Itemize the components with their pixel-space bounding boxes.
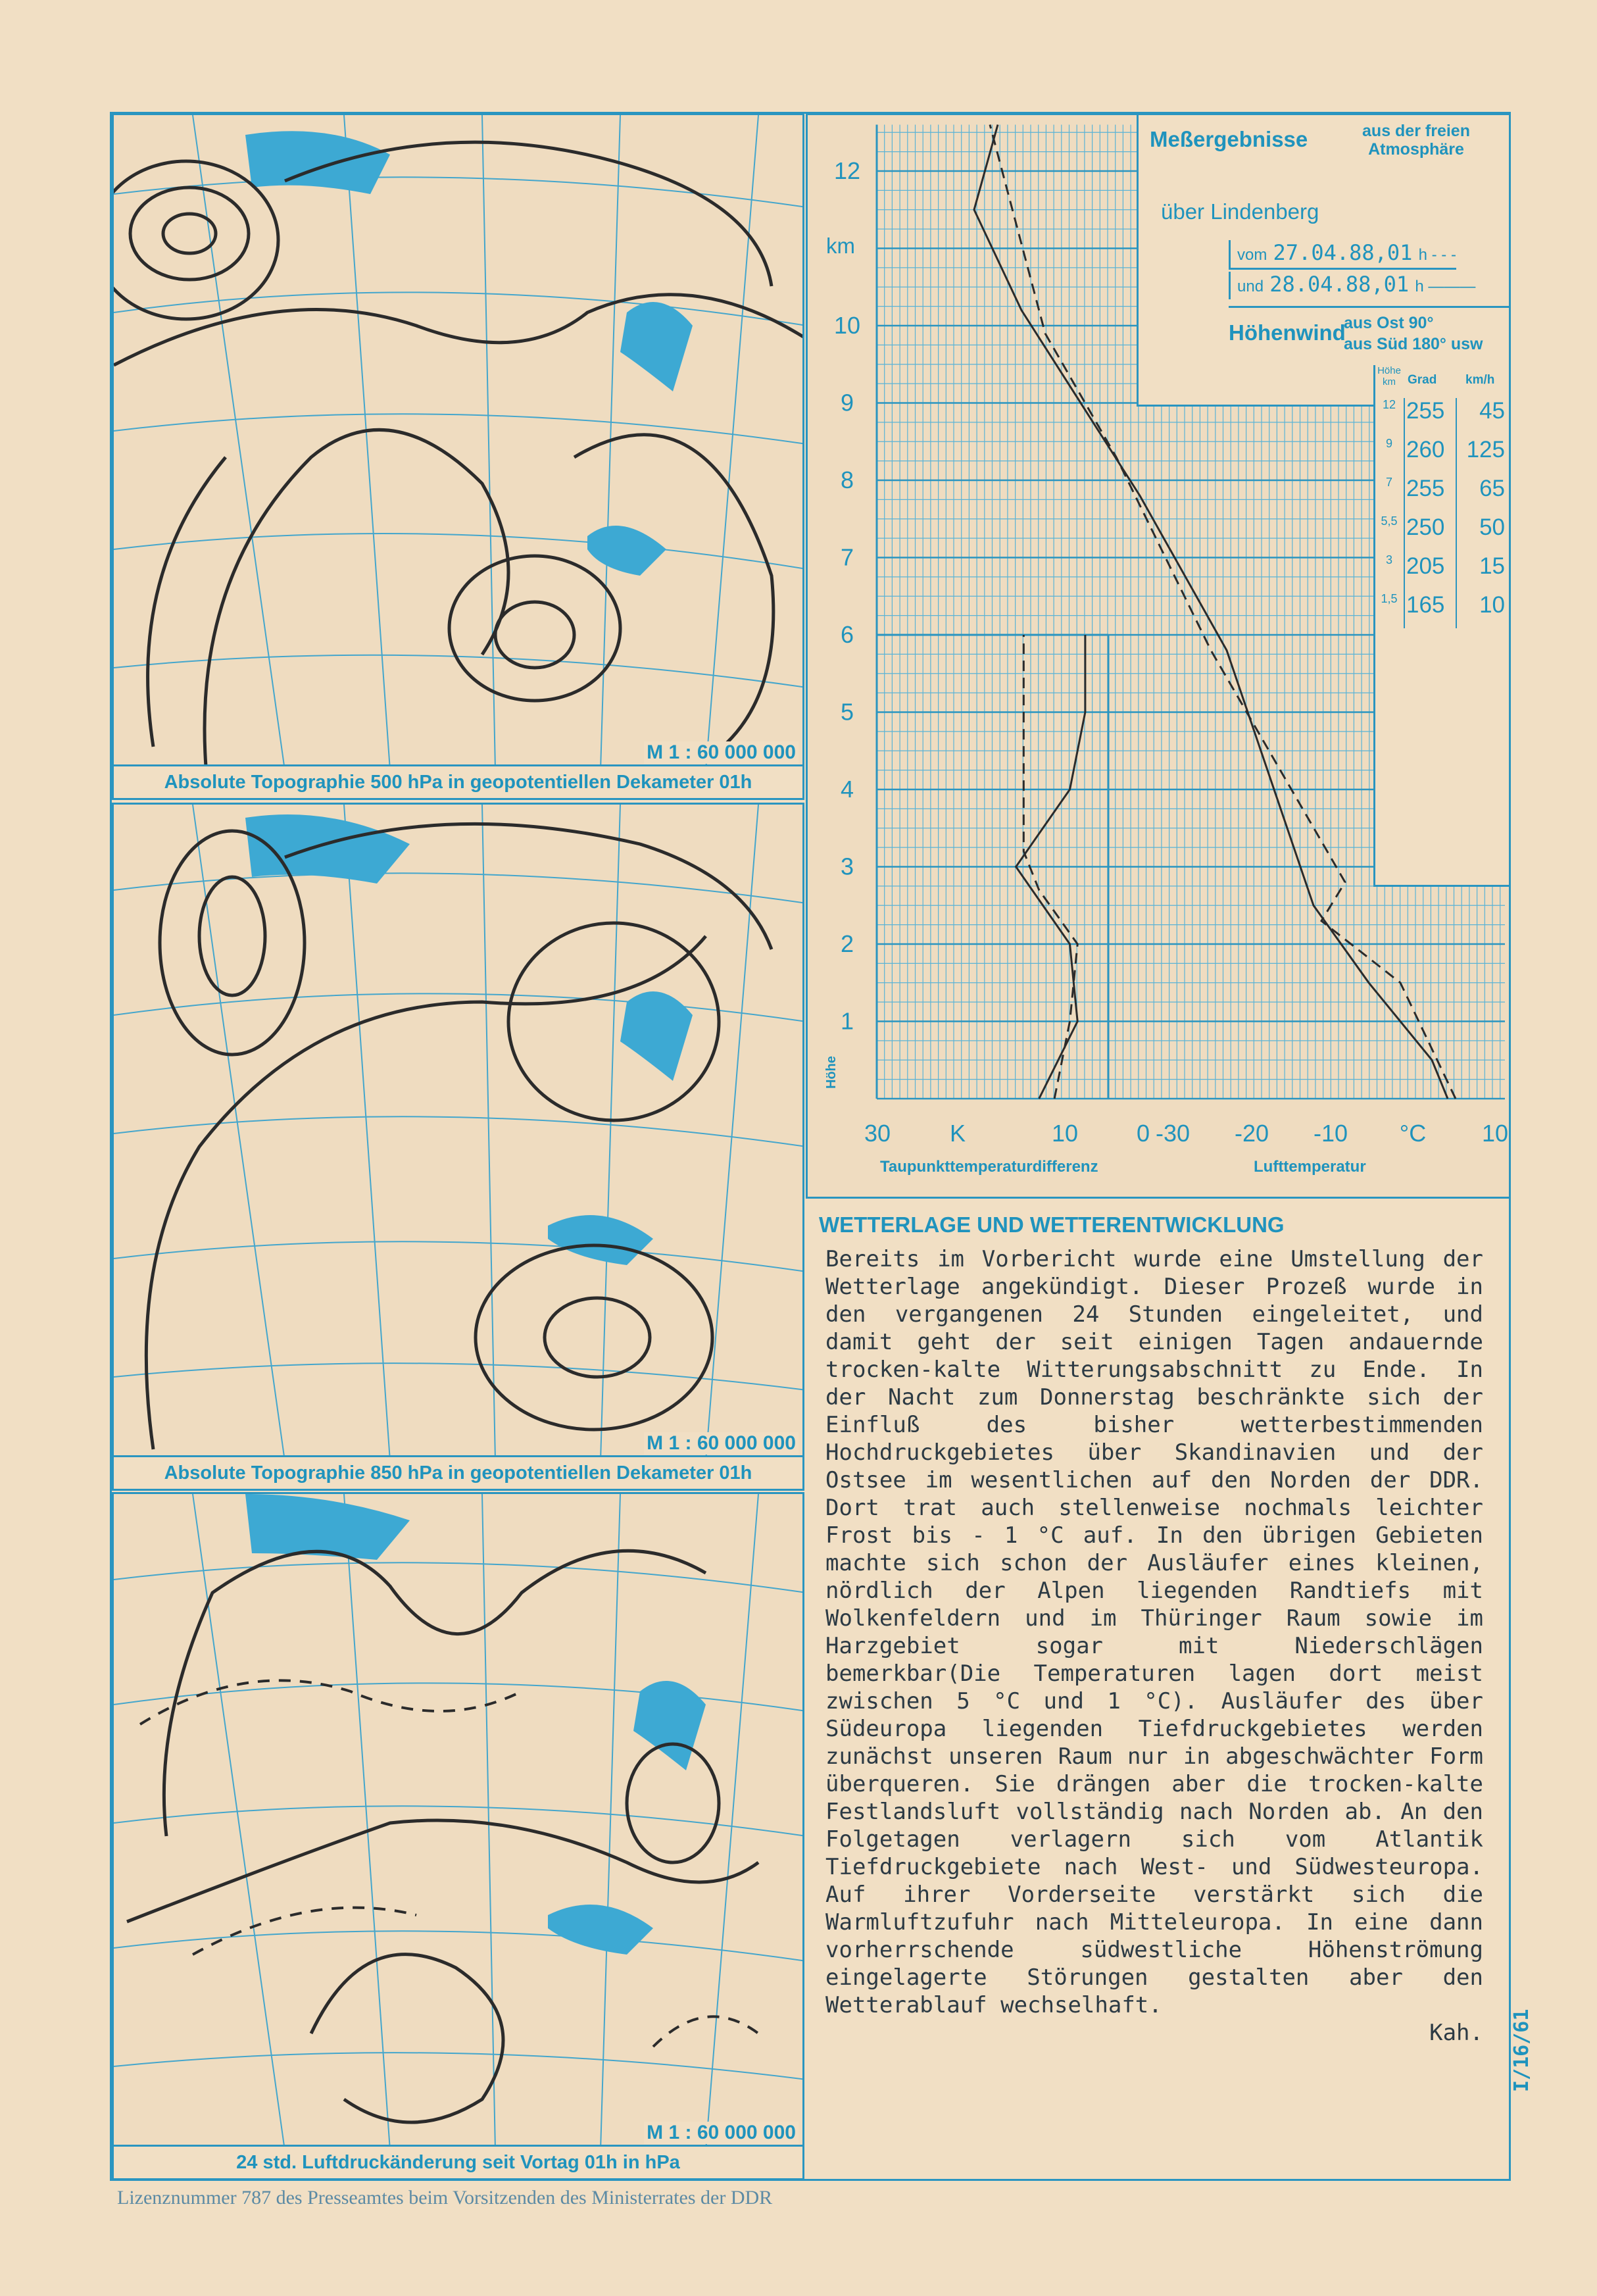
map-850hpa-caption: Absolute Topographie 850 hPa in geopotentiellen Dekameter 01h [114,1455,802,1489]
wind-note-south: aus Süd 180° usw [1344,335,1483,353]
map-500hpa-caption: Absolute Topographie 500 hPa in geopotentiellen Dekameter 01h [114,764,802,798]
wind-header-grad: Grad [1408,373,1437,387]
footer-license: Lizenznummer 787 des Presseamtes beim Vorsitzenden des Ministerrates der DDR [117,2187,773,2209]
wind-row-grad: 165 [1406,592,1445,618]
sounding-date1-value: 27.04.88,01 [1273,240,1413,265]
dew-tick-label: 10 [1051,1120,1079,1147]
y-tick-label: 6 [840,621,854,648]
sounding-date2-suffix: h ——— [1415,278,1476,295]
sounding-location: über Lindenberg [1161,199,1319,224]
article-title: WETTERLAGE UND WETTERENTWICKLUNG [819,1212,1285,1237]
sounding-date2-prefix: und [1237,278,1264,295]
y-axis-unit: km [826,234,855,258]
dew-tick-label: 30 [864,1120,891,1147]
wind-row-h: 5,5 [1381,514,1398,528]
wind-row-kmh: 65 [1479,476,1505,501]
wind-row-grad: 205 [1406,553,1445,579]
y-tick-label: 9 [840,389,854,416]
y-tick-label: 12 [833,157,861,184]
wind-row-h: 7 [1385,476,1392,489]
wind-row-h: 12 [1382,398,1396,411]
sounding-subtitle: aus der freien Atmosphäre [1362,122,1470,159]
y-axis-label: Höhe [824,1056,839,1089]
sounding-title: Meßergebnisse [1150,127,1308,151]
y-tick-label: 1 [840,1007,854,1035]
wind-row-kmh: 50 [1479,514,1505,540]
wind-note-east: aus Ost 90° [1344,314,1434,332]
sounding-wind-divider [1229,306,1511,308]
y-tick-label: 8 [840,466,854,493]
map-500hpa-chart [114,115,804,770]
dew-tick-label: K [949,1120,966,1147]
dew-axis-label: Taupunkttemperaturdifferenz [880,1158,1098,1176]
y-tick-label: 3 [840,853,854,880]
sounding-date2-value: 28.04.88,01 [1269,272,1410,297]
y-tick-label: 5 [840,698,854,726]
wind-row-grad: 255 [1406,398,1445,424]
temp-tick-label: -10 [1313,1120,1348,1147]
side-code: I/16/61 [1510,2009,1533,2092]
wind-row-h: 1,5 [1381,592,1398,605]
y-tick-label: 2 [840,930,854,957]
wind-row-kmh: 15 [1479,553,1505,579]
map-pressure-change-caption: 24 std. Luftdruckänderung seit Vortag 01h in hPa [114,2145,802,2178]
wind-row-grad: 250 [1406,514,1445,540]
sounding-date2 [1229,272,1475,299]
article-text: Bereits im Vorbericht wurde eine Umstellung der Wetterlage angekündigt. Dieser Prozeß wurde in den vergangenen 24 Stunden eingeleitet, und damit geht der seit einigen Tagen andauernde trocken-kalte Witterungsabschnitt zu Ende. In der Nacht zum Donnerstag beschränkte sich der Einfluß des bisher wetterbestimmenden Hochdruckgebietes über Skandinavien und der Ostsee im wesentlichen auf den Norden der DDR. Dort trat auch stellenweise nochmals leichter Frost bis - 1 °C auf. In den übrigen Gebieten machte sich schon der Ausläufer eines kleinen, nördlich der Alpen liegenden Randtiefs mit Wolkenfeldern und im Thüringer Raum sowie im Harzgebiet sogar mit Niederschlägen bemerkbar(Die Temperaturen lagen dort meist zwischen 5 °C und 1 °C). Ausläufer des über Südeuropa liegenden Tiefdruckgebietes werden zunächst unseren Raum nur in abgeschwächter Form überqueren. Sie drängen aber die trocken-kalte Festlandsluft vollständig nach Norden ab. An den Folgetagen verlagern sich vom Atlantik Tiefdruckgebiete nach West- und Südwesteuropa. Auf ihrer Vorderseite verstärkt sich die Warmluftzufuhr nach Mitteleuropa. In eine dann vorherrschende südwestliche Höhenströmung eingelagerte Störungen gestalten aber den Wetterablauf wechselhaft. [825,1246,1483,2018]
wind-row-h: 3 [1385,553,1392,566]
map-pressure-change-chart [114,1494,804,2151]
sounding-date1-prefix: vom [1237,246,1267,264]
y-tick-label: 10 [833,312,861,339]
temp-tick-label: 10 [1481,1120,1509,1147]
temp-tick-label: -20 [1234,1120,1269,1147]
article-body [825,1245,1483,2047]
wind-row-grad: 255 [1406,476,1445,501]
wind-title: Höhenwind [1229,320,1346,345]
map-850hpa-scale: M 1 : 60 000 000 [644,1432,798,1455]
wind-row-kmh: 10 [1479,592,1505,618]
wind-col-separator [1456,398,1457,628]
sounding-date1-suffix: h - - - [1418,246,1456,264]
wind-row-grad: 260 [1406,437,1445,462]
wind-col-separator [1404,398,1405,628]
wind-row-kmh: 45 [1479,398,1505,424]
map-850hpa-chart [114,805,804,1461]
wind-row-h: 9 [1385,437,1392,450]
wind-row-kmh: 125 [1466,437,1505,462]
dew-tick-label: 0 [1136,1120,1150,1147]
map-500hpa [112,113,804,800]
temp-tick-label: -30 [1155,1120,1191,1147]
wind-header-kmh: km/h [1465,373,1495,387]
y-tick-label: 7 [840,543,854,571]
temp-tick-label: °C [1399,1120,1427,1147]
map-500hpa-scale: M 1 : 60 000 000 [644,741,798,764]
map-850hpa [112,803,804,1491]
sounding-panel [806,113,1511,1199]
wind-header-hoehe: Höhe km [1377,365,1401,387]
y-tick-label: 4 [840,776,854,803]
sounding-date1 [1229,240,1456,270]
temp-axis-label: Lufttemperatur [1254,1158,1366,1176]
map-pressure-change-scale: M 1 : 60 000 000 [644,2122,798,2144]
article-signature: Kah. [1429,2020,1483,2046]
map-pressure-change [112,1492,804,2180]
